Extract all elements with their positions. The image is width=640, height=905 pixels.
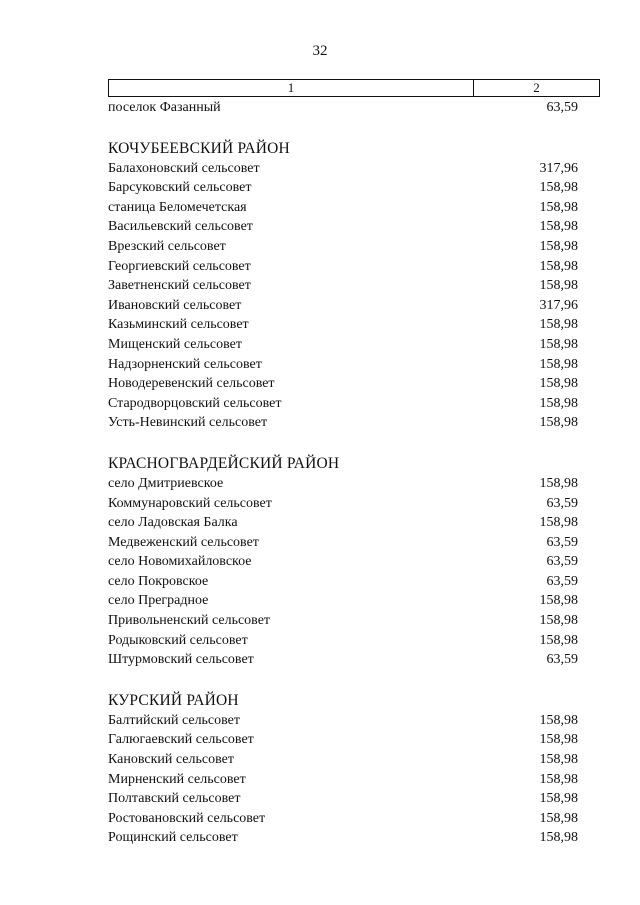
settlement-name: Родыковский сельсовет	[108, 632, 248, 648]
table-row	[108, 198, 578, 218]
settlement-value: 158,98	[539, 376, 578, 392]
settlement-name: Штурмовский сельсовет	[108, 652, 254, 668]
table-row	[108, 789, 578, 809]
table-row	[108, 296, 578, 316]
settlement-value: 317,96	[539, 160, 578, 176]
settlement-value: 158,98	[539, 791, 578, 807]
settlement-name: Врезский сельсовет	[108, 238, 226, 254]
settlement-value: 63,59	[546, 495, 578, 511]
settlement-name: станица Беломечетская	[108, 199, 247, 215]
section-title: КОЧУБЕЕВСКИЙ РАЙОН	[108, 139, 290, 157]
table-row	[108, 533, 578, 553]
settlement-value: 158,98	[539, 415, 578, 431]
table-row	[108, 631, 578, 651]
table-row	[108, 335, 578, 355]
settlement-value: 158,98	[539, 752, 578, 768]
settlement-value: 63,59	[546, 554, 578, 570]
settlement-value: 63,59	[546, 652, 578, 668]
settlement-name: Казьминский сельсовет	[108, 317, 249, 333]
table-row	[108, 711, 578, 731]
table-row	[108, 750, 578, 770]
settlement-value: 158,98	[539, 317, 578, 333]
table-row	[108, 474, 578, 494]
table-row	[108, 413, 578, 433]
settlement-name: Кановский сельсовет	[108, 752, 234, 768]
table-body	[108, 98, 578, 848]
settlement-value: 158,98	[539, 258, 578, 274]
settlement-value: 158,98	[539, 336, 578, 352]
table-row	[108, 591, 578, 611]
settlement-value: 158,98	[539, 830, 578, 846]
settlement-name: Мищенский сельсовет	[108, 336, 242, 352]
settlement-name: Медвеженский сельсовет	[108, 534, 259, 550]
table-row	[108, 572, 578, 592]
settlement-name: Усть-Невинский сельсовет	[108, 415, 268, 431]
settlement-value: 158,98	[539, 278, 578, 294]
table-row	[108, 552, 578, 572]
settlement-name: Коммунаровский сельсовет	[108, 495, 272, 511]
section-title: КУРСКИЙ РАЙОН	[108, 691, 239, 709]
settlement-name: Васильевский сельсовет	[108, 219, 253, 235]
table-row	[108, 355, 578, 375]
table-row	[108, 513, 578, 533]
table-row	[108, 828, 578, 848]
settlement-name: Балахоновский сельсовет	[108, 160, 260, 176]
settlement-name: Ростовановский сельсовет	[108, 810, 266, 826]
section-title: КРАСНОГВАРДЕЙСКИЙ РАЙОН	[108, 454, 340, 472]
settlement-name: село Дмитриевское	[108, 475, 224, 491]
settlement-value: 158,98	[539, 712, 578, 728]
page-number: 32	[312, 43, 328, 59]
settlement-value: 63,59	[546, 100, 578, 115]
settlement-value: 158,98	[539, 395, 578, 411]
settlement-value: 158,98	[539, 810, 578, 826]
settlement-value: 158,98	[539, 515, 578, 531]
settlement-name: поселок Фазанный	[108, 100, 221, 115]
table-row	[108, 237, 578, 257]
settlement-value: 158,98	[539, 732, 578, 748]
settlement-name: село Преградное	[108, 593, 209, 609]
settlement-name: село Новомихайловское	[108, 554, 252, 570]
table-row	[108, 730, 578, 750]
settlement-name: Георгиевский сельсовет	[108, 258, 251, 274]
table-row	[108, 809, 578, 829]
settlement-value: 158,98	[539, 180, 578, 196]
settlement-name: село Покровское	[108, 573, 209, 589]
table-row	[108, 98, 578, 118]
settlement-name: Галюгаевский сельсовет	[108, 732, 254, 748]
table-row	[108, 611, 578, 631]
settlement-name: Полтавский сельсовет	[108, 791, 241, 807]
table-row	[108, 159, 578, 179]
settlement-value: 317,96	[539, 297, 578, 313]
settlement-name: Ивановский сельсовет	[108, 297, 242, 313]
settlement-value: 158,98	[539, 219, 578, 235]
settlement-name: село Ладовская Балка	[108, 515, 238, 531]
settlement-name: Новодеревенский сельсовет	[108, 376, 275, 392]
settlement-value: 158,98	[539, 475, 578, 491]
table-row	[108, 770, 578, 790]
table-row	[108, 394, 578, 414]
column-header-1: 1	[109, 80, 474, 96]
settlement-value: 158,98	[539, 613, 578, 629]
settlement-name: Привольненский сельсовет	[108, 613, 271, 629]
table-row	[108, 178, 578, 198]
settlement-name: Надзорненский сельсовет	[108, 356, 262, 372]
settlement-name: Стародворцовский сельсовет	[108, 395, 282, 411]
table-row	[108, 650, 578, 670]
table-row	[108, 374, 578, 394]
settlement-value: 158,98	[539, 771, 578, 787]
settlement-name: Барсуковский сельсовет	[108, 180, 252, 196]
table-header	[108, 79, 600, 97]
settlement-value: 63,59	[546, 573, 578, 589]
settlement-name: Мирненский сельсовет	[108, 771, 246, 787]
table-row	[108, 494, 578, 514]
settlement-value: 158,98	[539, 356, 578, 372]
settlement-name: Рощинский сельсовет	[108, 830, 238, 846]
table-row	[108, 217, 578, 237]
table-row	[108, 315, 578, 335]
settlement-value: 158,98	[539, 199, 578, 215]
table-row	[108, 276, 578, 296]
settlement-value: 158,98	[539, 593, 578, 609]
settlement-value: 158,98	[539, 238, 578, 254]
settlement-name: Балтийский сельсовет	[108, 712, 241, 728]
settlement-value: 158,98	[539, 632, 578, 648]
table-row	[108, 257, 578, 277]
column-header-2: 2	[533, 80, 540, 95]
settlement-value: 63,59	[546, 534, 578, 550]
settlement-name: Заветненский сельсовет	[108, 278, 251, 294]
